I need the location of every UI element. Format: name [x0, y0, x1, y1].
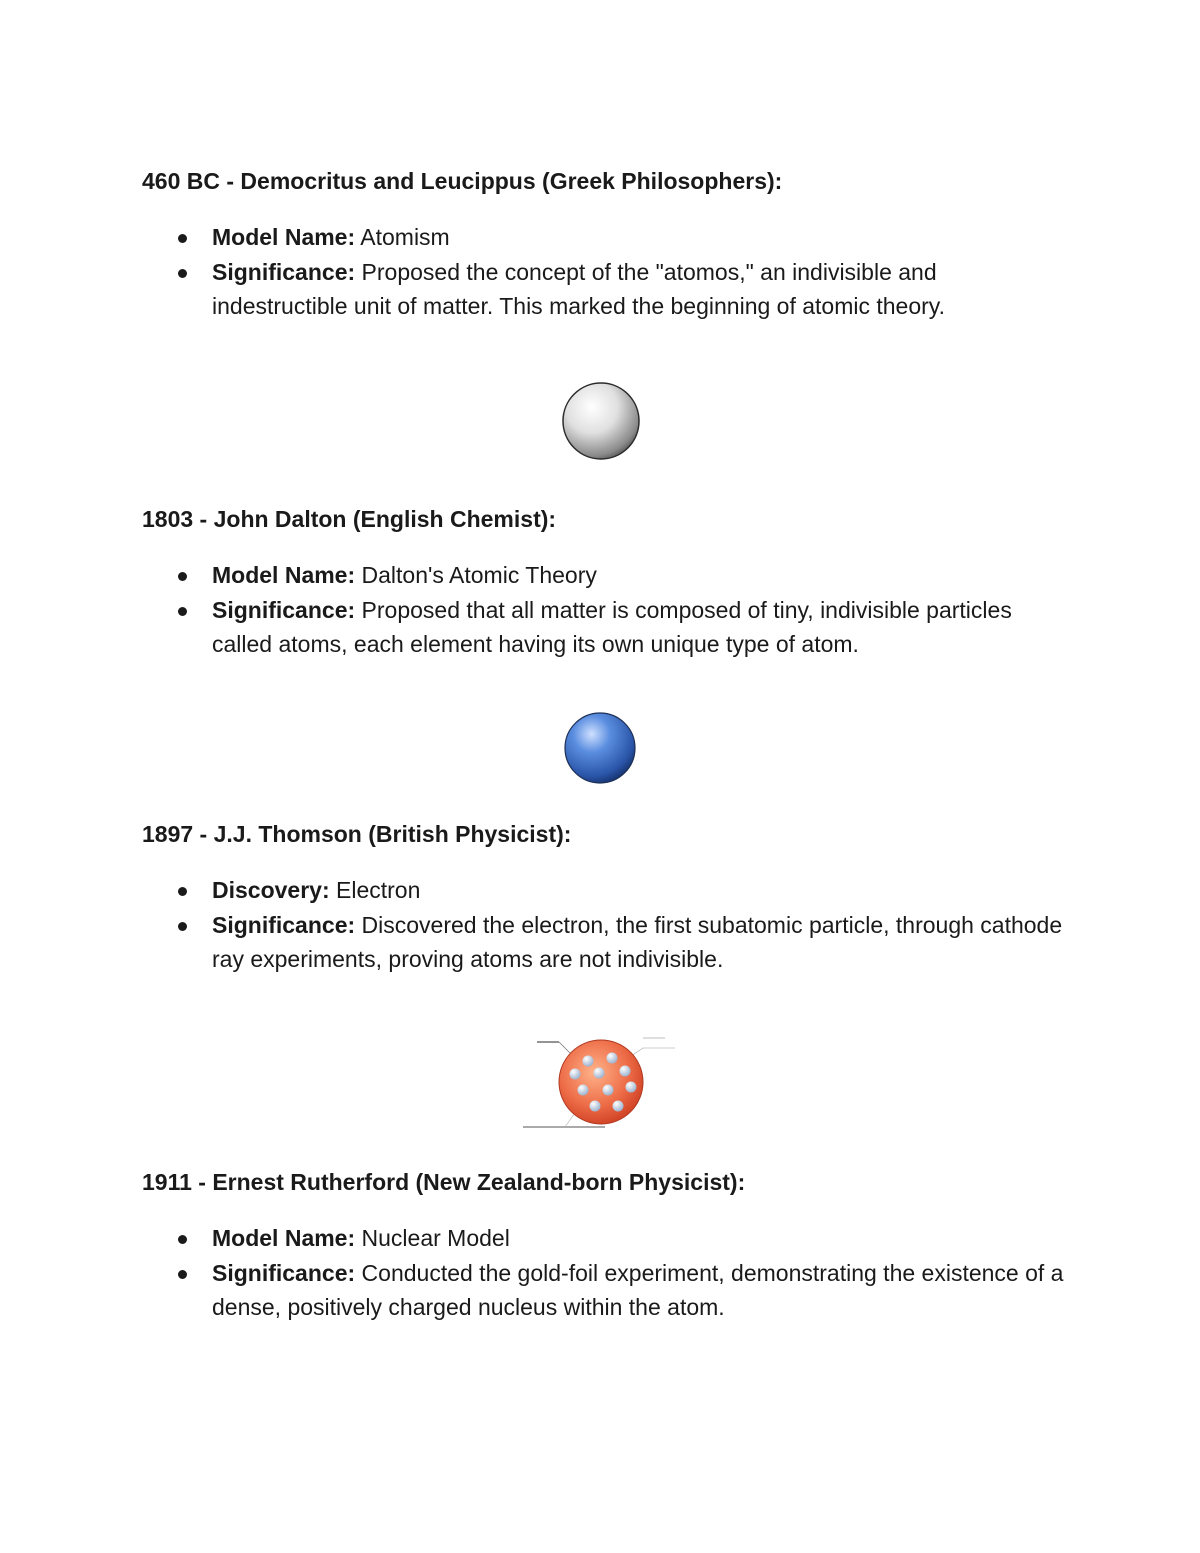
list-item — [142, 1221, 1072, 1256]
bullet-icon — [178, 922, 187, 931]
atomism-sphere-image — [560, 380, 642, 462]
list-item — [142, 255, 1072, 324]
item-label: Significance: — [212, 1259, 356, 1286]
bullet-icon — [178, 1270, 187, 1279]
bullet-icon — [178, 572, 187, 581]
item-text: Dalton's Atomic Theory — [355, 562, 597, 588]
list-item — [142, 220, 1072, 255]
item-text: Atomism — [355, 224, 450, 250]
bullet-icon — [178, 1235, 187, 1244]
bullet-icon — [178, 234, 187, 243]
item-text: Discovered the electron, the first subatomic particle, through cathode ray experiments, proving atoms are not indivisible. — [212, 911, 1063, 972]
item-label: Discovery: — [212, 877, 330, 903]
bullet-icon — [178, 269, 187, 278]
list-item — [142, 558, 1072, 593]
item-text: Proposed the concept of the "atomos," an indivisible and indestructible unit of matter. This marked the beginning of atomic theory. — [212, 258, 945, 319]
item-text: Nuclear Model — [355, 1225, 510, 1251]
list-item — [142, 873, 1072, 908]
bullet-list-democritus — [142, 220, 1072, 324]
item-text: Conducted the gold-foil experiment, demonstrating the existence of a dense, positively charged nucleus within the atom. — [212, 1259, 1064, 1320]
list-item — [142, 1256, 1072, 1325]
list-item — [142, 908, 1072, 977]
item-label: Model Name: — [212, 562, 356, 588]
section-heading-rutherford: 1911 - Ernest Rutherford (New Zealand-born Physicist): — [142, 1169, 746, 1195]
bullet-list-thomson — [142, 873, 1072, 977]
plum-pudding-model-image — [515, 1030, 685, 1135]
dalton-sphere-image — [562, 710, 638, 786]
section-heading-dalton: 1803 - John Dalton (English Chemist): — [142, 506, 557, 532]
item-text: Electron — [329, 877, 421, 903]
item-label: Model Name: — [212, 224, 356, 250]
item-label: Significance: — [212, 258, 356, 285]
section-heading-democritus: 460 BC - Democritus and Leucippus (Greek Philosophers): — [142, 168, 783, 194]
bullet-list-dalton — [142, 558, 1072, 662]
list-item — [142, 593, 1072, 662]
item-label: Significance: — [212, 911, 356, 938]
item-label: Model Name: — [212, 1225, 356, 1251]
bullet-list-rutherford — [142, 1221, 1072, 1325]
bullet-icon — [178, 607, 187, 616]
item-label: Significance: — [212, 596, 356, 623]
section-heading-thomson: 1897 - J.J. Thomson (British Physicist): — [142, 821, 572, 847]
item-text: Proposed that all matter is composed of tiny, indivisible particles called atoms, each element having its own unique type of atom. — [212, 596, 1012, 657]
bullet-icon — [178, 887, 187, 896]
